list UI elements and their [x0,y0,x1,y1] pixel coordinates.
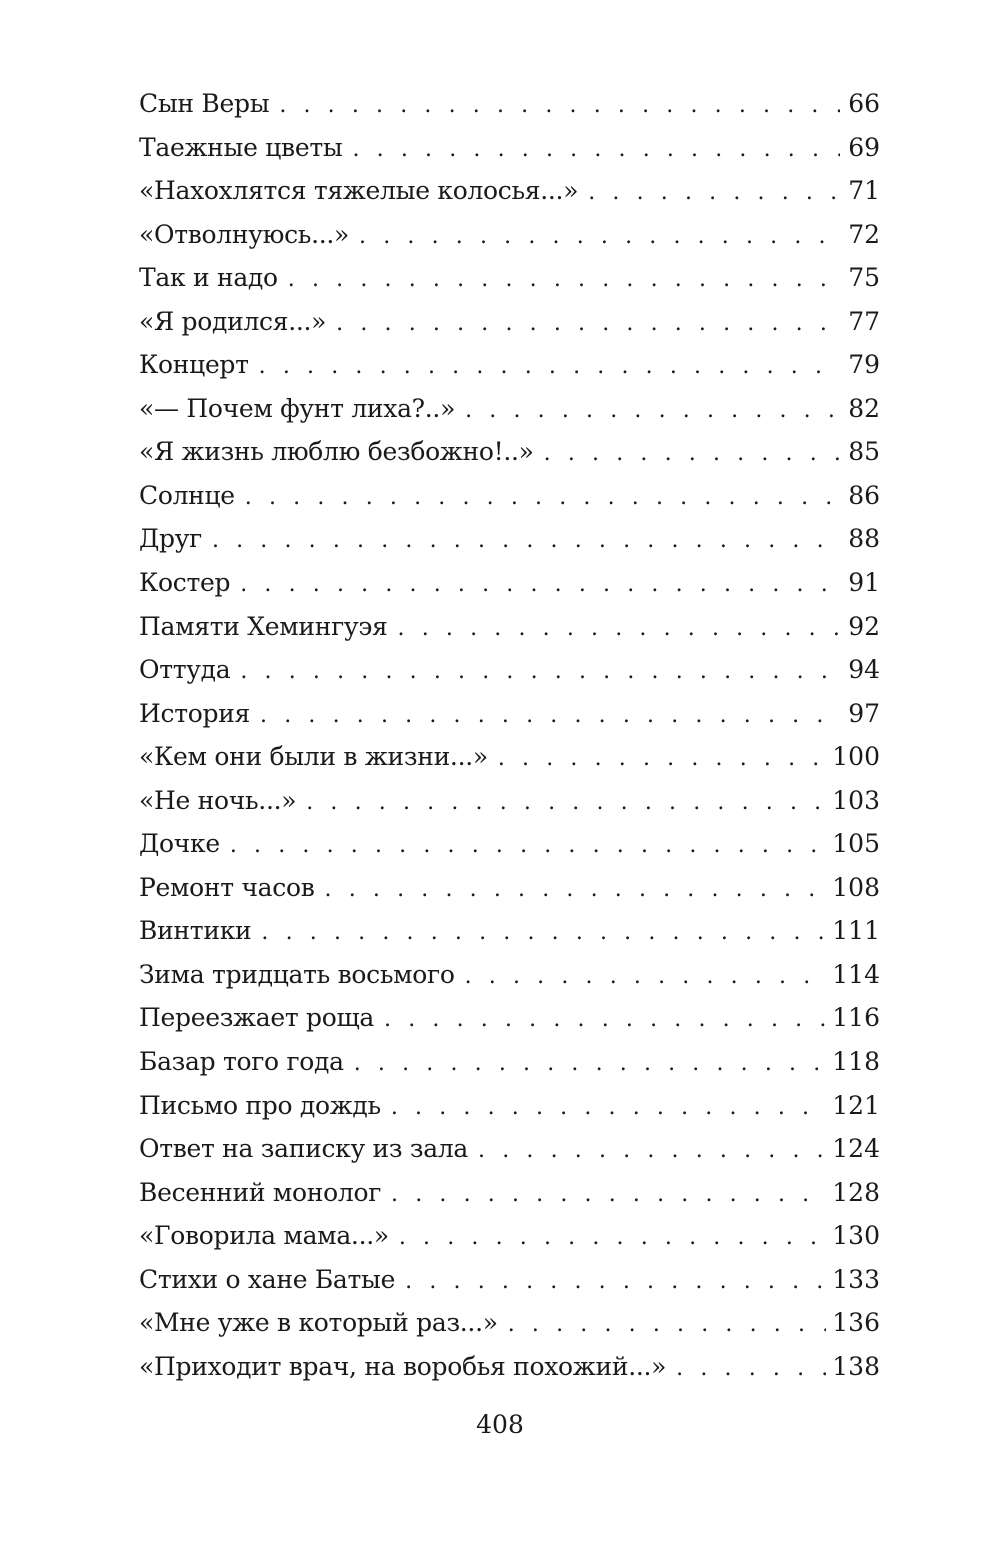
dot-leader [359,215,840,259]
toc-entry-title: Памяти Хемингуэя [139,611,388,641]
toc-entry-page: 85 [848,437,880,467]
dot-leader [212,519,840,563]
page-number: 408 [476,1410,524,1439]
toc-entry-title: Базар того года [139,1047,344,1077]
dot-leader [498,737,826,781]
toc-entry-title: Ремонт часов [139,872,315,902]
toc-entry-page: 116 [832,1003,880,1033]
dot-leader [279,84,840,128]
dot-leader [391,1173,826,1217]
toc-entry [139,953,880,997]
toc-entry-page: 66 [848,89,880,118]
toc-entry-title: Концерт [139,350,249,380]
dot-leader [508,1303,827,1347]
toc-entry [139,1127,880,1171]
toc-entry-page: 130 [832,1221,880,1251]
toc-entry [139,300,880,344]
toc-entry-page: 118 [832,1047,880,1077]
toc-entry [139,1258,880,1302]
toc-entry [139,779,880,823]
toc-entry [139,1345,880,1389]
toc-entry-page: 79 [848,350,880,380]
toc-entry-title: «Приходит врач, на воробья похожий...» [139,1351,667,1381]
dot-leader [352,128,840,172]
toc-entry-title: Стихи о хане Батые [139,1264,396,1294]
toc-entry-title: История [139,698,251,728]
toc-entry [139,996,880,1040]
toc-entry-title: «Не ночь...» [139,785,297,815]
dot-leader [354,1042,827,1086]
toc-entry-page: 121 [832,1090,880,1120]
toc-entry [139,561,880,605]
toc-entry [139,430,880,474]
dot-leader [398,607,840,651]
toc-entry-title: «Говорила мама...» [139,1221,389,1251]
dot-leader [288,258,840,302]
toc-entry [139,605,880,649]
toc-entry-page: 97 [848,698,880,728]
toc-entry-title: Письмо про дождь [139,1090,381,1120]
table-of-contents [139,82,880,1388]
toc-entry [139,343,880,387]
toc-entry-title: Сын Веры [139,89,270,118]
dot-leader [544,432,840,476]
toc-entry-title: Оттуда [139,655,231,685]
toc-entry-page: 133 [832,1264,880,1294]
dot-leader [465,389,840,433]
dot-leader [306,781,826,825]
dot-leader [261,911,826,955]
toc-entry [139,126,880,170]
toc-entry-title: Весенний монолог [139,1177,382,1207]
toc-entry-page: 111 [832,916,880,946]
toc-entry-title: Солнце [139,480,235,510]
dot-leader [260,694,840,738]
toc-entry-title: Дочке [139,829,220,859]
toc-entry-title: Друг [139,524,202,554]
toc-entry-page: 100 [832,742,880,772]
dot-leader [240,563,840,607]
toc-entry [139,213,880,257]
toc-entry-title: Так и надо [139,263,278,293]
toc-entry-page: 88 [848,524,880,554]
toc-entry-page: 138 [832,1351,880,1381]
dot-leader [588,171,840,215]
toc-entry-page: 92 [848,611,880,641]
toc-entry-title: «Я жизнь люблю безбожно!..» [139,437,534,467]
toc-entry [139,256,880,300]
toc-entry [139,1301,880,1345]
toc-entry [139,82,880,126]
dot-leader [336,302,840,346]
toc-entry [139,822,880,866]
toc-entry-title: Костер [139,568,231,598]
toc-entry-page: 94 [848,655,880,685]
toc-entry-page: 82 [848,393,880,423]
dot-leader [259,345,840,389]
dot-leader [399,1216,826,1260]
toc-entry-title: Ответ на записку из зала [139,1134,469,1164]
toc-entry-title: «Нахохлятся тяжелые колосья...» [139,176,579,206]
toc-entry-page: 69 [848,132,880,162]
toc-entry [139,909,880,953]
toc-entry-title: «Я родился...» [139,306,327,336]
toc-entry-page: 75 [848,263,880,293]
toc-entry-page: 91 [848,568,880,598]
dot-leader [405,1260,826,1304]
toc-entry-page: 105 [832,829,880,859]
toc-entry-title: Переезжает роща [139,1003,375,1033]
toc-entry [139,387,880,431]
toc-entry-title: «Отволнуюсь...» [139,219,350,249]
dot-leader [478,1129,826,1173]
dot-leader [465,955,827,999]
toc-entry [139,735,880,779]
toc-entry-page: 77 [848,306,880,336]
toc-entry [139,692,880,736]
dot-leader [391,1086,826,1130]
dot-leader [325,868,827,912]
toc-entry [139,474,880,518]
toc-entry [139,648,880,692]
toc-entry [139,169,880,213]
toc-entry-title: «Кем они были в жизни...» [139,742,488,772]
toc-entry-title: Зима тридцать восьмого [139,959,455,989]
dot-leader [384,998,826,1042]
toc-entry-page: 108 [832,872,880,902]
dot-leader [230,824,826,868]
toc-entry-page: 136 [832,1308,880,1338]
toc-entry-page: 72 [848,219,880,249]
toc-entry-page: 128 [832,1177,880,1207]
toc-entry-title: «Мне уже в который раз...» [139,1308,498,1338]
toc-entry-title: Таежные цветы [139,132,343,162]
toc-entry [139,517,880,561]
toc-entry-page: 124 [832,1134,880,1164]
dot-leader [245,476,840,520]
toc-entry [139,866,880,910]
toc-entry [139,1084,880,1128]
toc-entry-title: «— Почем фунт лиха?..» [139,393,456,423]
toc-entry-page: 86 [848,480,880,510]
dot-leader [676,1347,826,1391]
toc-entry-page: 114 [832,959,880,989]
toc-entry-page: 103 [832,785,880,815]
dot-leader [240,650,840,694]
toc-entry [139,1171,880,1215]
toc-entry-page: 71 [848,176,880,206]
toc-entry-title: Винтики [139,916,252,946]
toc-entry [139,1214,880,1258]
toc-entry [139,1040,880,1084]
